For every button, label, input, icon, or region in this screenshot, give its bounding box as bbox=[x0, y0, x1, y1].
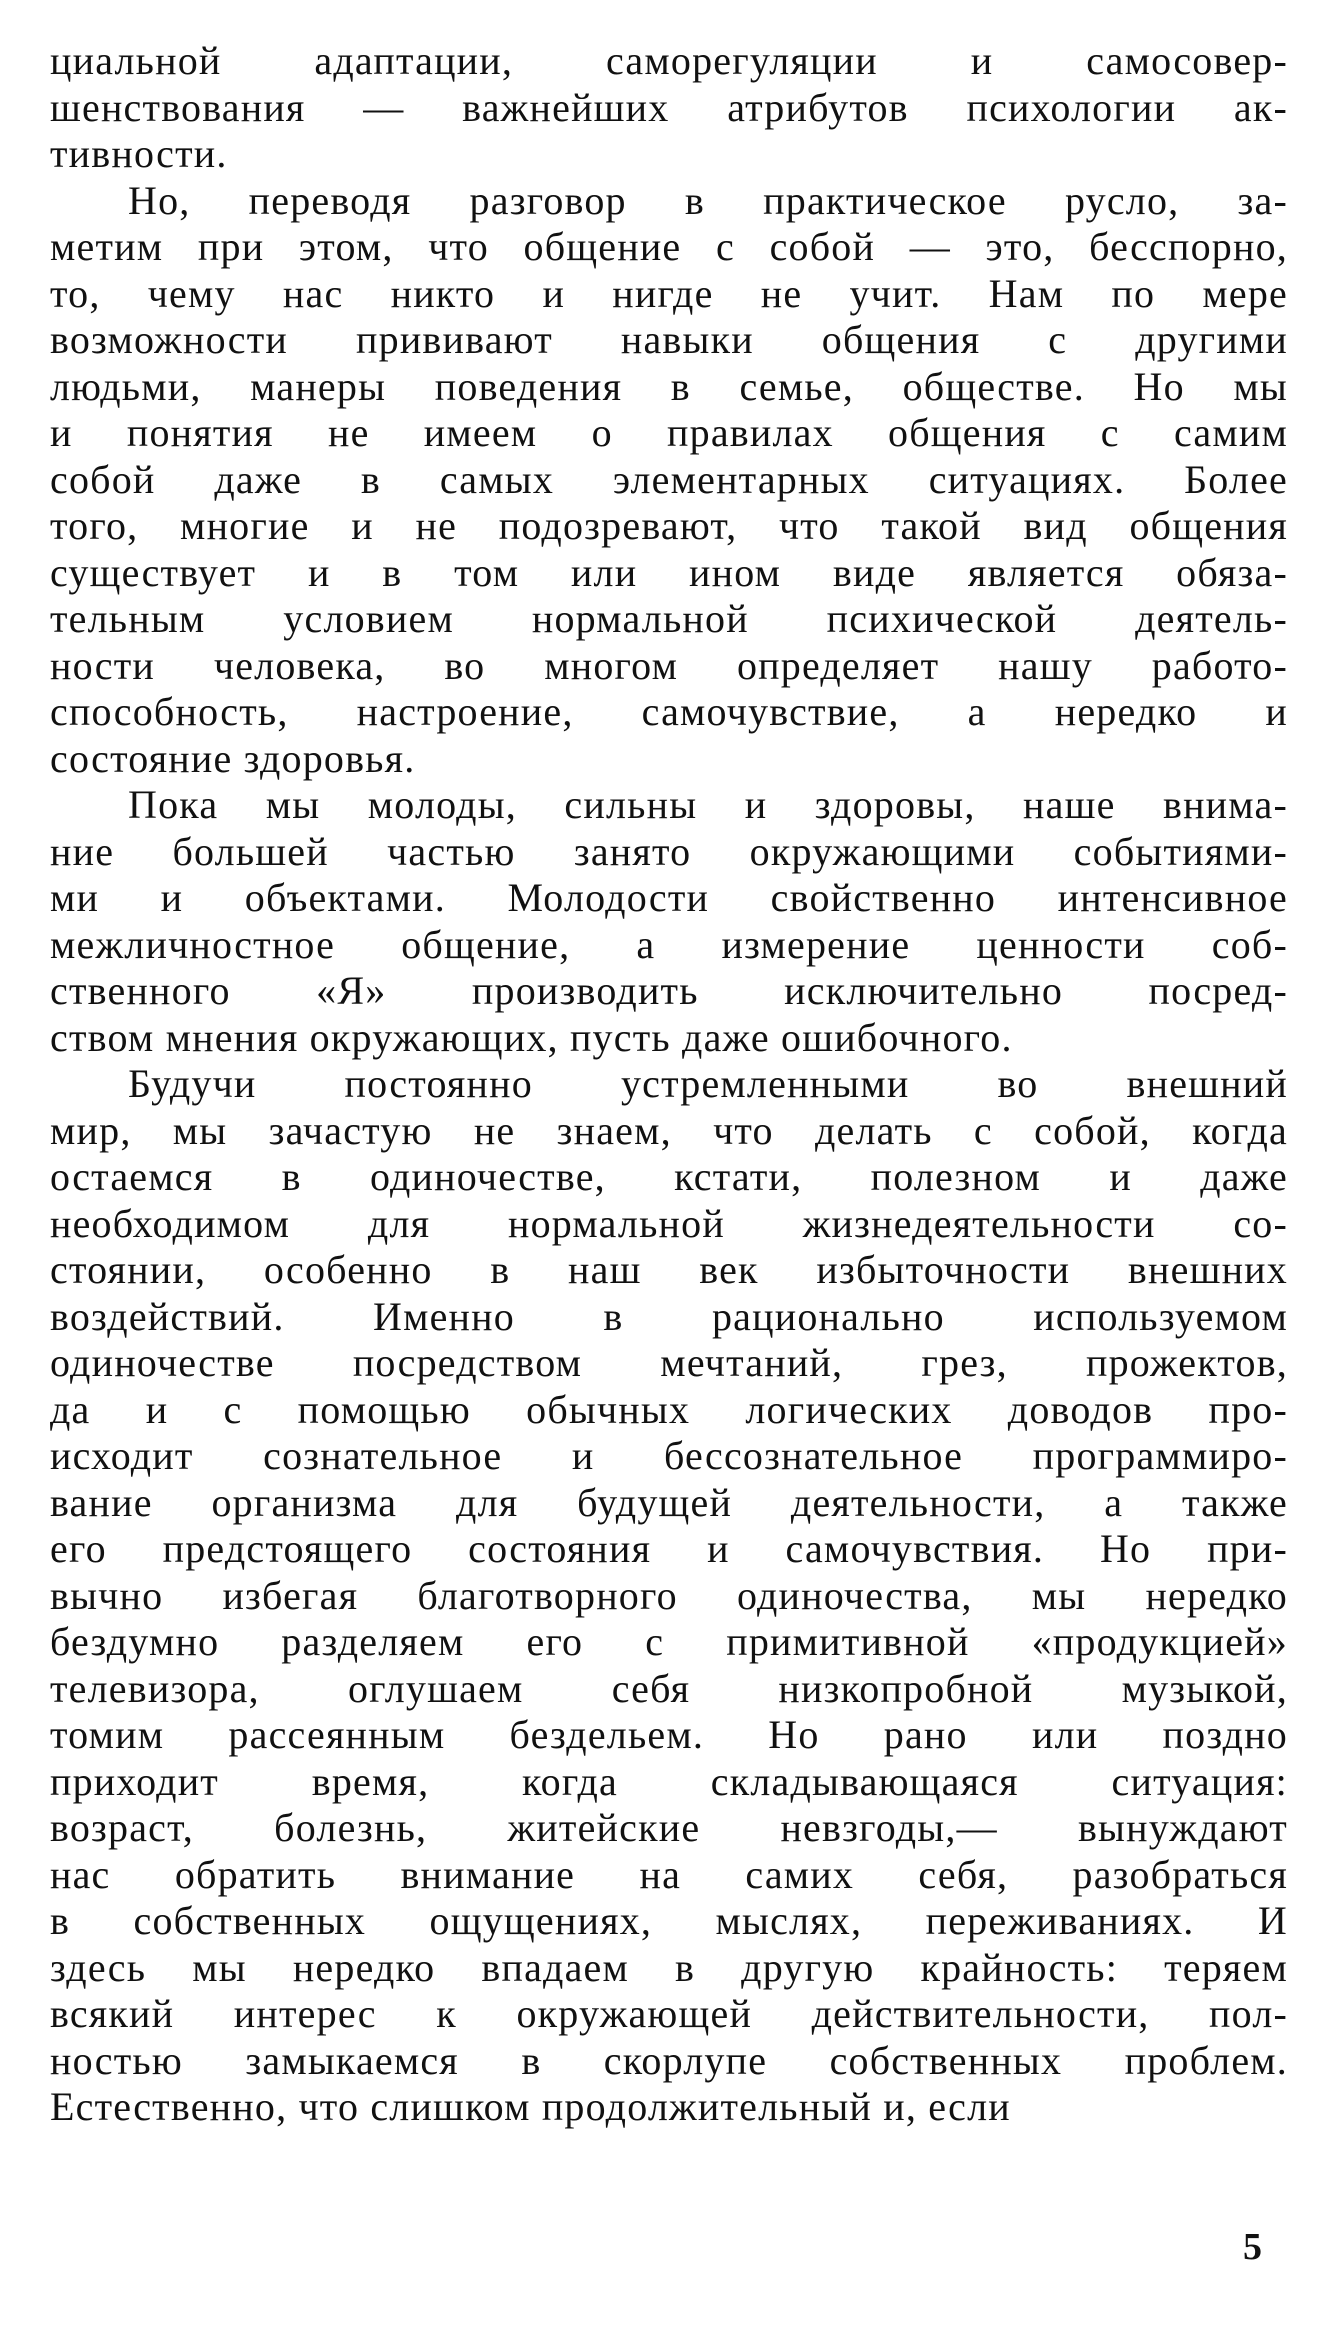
text-line: тивности. bbox=[50, 131, 228, 176]
text-line: Но, переводя разговор в практическое русло, за- bbox=[128, 177, 1288, 223]
text-line: остаемся в одиночестве, кстати, полезном и даже bbox=[50, 1154, 1288, 1199]
text-line: собой даже в самых элементарных ситуациях. Более bbox=[50, 456, 1288, 502]
text-line: в собственных ощущениях, мыслях, переживаниях. И bbox=[50, 1898, 1288, 1943]
text-line: ности человека, во многом определяет нашу работо- bbox=[50, 642, 1288, 688]
paragraph bbox=[50, 782, 1288, 1061]
text-line: здесь мы нередко впадаем в другую крайность: теряем bbox=[50, 1944, 1288, 1990]
text-line: шенствования — важнейших атрибутов психологии ак- bbox=[50, 84, 1288, 130]
text-line: метим при этом, что общение с собой — это, бесспорно, bbox=[50, 224, 1288, 269]
text-line: нас обратить внимание на самих себя, разобраться bbox=[50, 1851, 1288, 1897]
page-body bbox=[50, 38, 1288, 2131]
text-line: способность, настроение, самочувствие, а нередко и bbox=[50, 689, 1288, 734]
text-line: ми и объектами. Молодости свойственно интенсивное bbox=[50, 875, 1288, 920]
text-line: стоянии, особенно в наш век избыточности внешних bbox=[50, 1247, 1288, 1292]
text-line: вычно избегая благотворного одиночества, мы нередко bbox=[50, 1572, 1288, 1618]
text-line: существует и в том или ином виде является обяза- bbox=[50, 549, 1288, 595]
text-line: циальной адаптации, саморегуляции и самосовер- bbox=[50, 38, 1288, 83]
text-line: возможности прививают навыки общения с другими bbox=[50, 317, 1288, 362]
text-line: и понятия не имеем о правилах общения с самим bbox=[50, 410, 1288, 455]
paragraph bbox=[50, 38, 1288, 178]
text-line: возраст, болезнь, житейские невзгоды,— вынуждают bbox=[50, 1805, 1288, 1850]
page-number: 5 bbox=[1243, 2226, 1262, 2268]
text-line: Естественно, что слишком продолжительный и, если bbox=[50, 2084, 1011, 2129]
paragraph bbox=[50, 178, 1288, 783]
text-line: приходит время, когда складывающаяся ситуация: bbox=[50, 1758, 1288, 1804]
text-line: исходит сознательное и бессознательное программиро- bbox=[50, 1433, 1288, 1478]
paragraph bbox=[50, 1061, 1288, 2131]
text-line: ством мнения окружающих, пусть даже ошибочного. bbox=[50, 1014, 1013, 1060]
text-line: мир, мы зачастую не знаем, что делать с собой, когда bbox=[50, 1107, 1288, 1153]
text-line: томим рассеянным бездельем. Но рано или поздно bbox=[50, 1712, 1288, 1757]
text-line: телевизора, оглушаем себя низкопробной музыкой, bbox=[50, 1665, 1288, 1711]
text-line: Пока мы молоды, сильны и здоровы, наше внима- bbox=[128, 782, 1288, 827]
text-line: воздействий. Именно в рационально используемом bbox=[50, 1293, 1288, 1339]
text-line: одиночестве посредством мечтаний, грез, прожектов, bbox=[50, 1340, 1288, 1385]
text-line: необходимом для нормальной жизнедеятельности со- bbox=[50, 1200, 1288, 1246]
text-line: бездумно разделяем его с примитивной «продукцией» bbox=[50, 1619, 1288, 1664]
text-line: ностью замыкаемся в скорлупе собственных проблем. bbox=[50, 2037, 1288, 2083]
text-line: ственного «Я» производить исключительно посред- bbox=[50, 968, 1288, 1013]
text-line: ние большей частью занято окружающими событиями- bbox=[50, 828, 1288, 874]
text-line: Будучи постоянно устремленными во внешний bbox=[128, 1061, 1288, 1106]
text-line: всякий интерес к окружающей действительности, пол- bbox=[50, 1991, 1288, 2036]
text-line: его предстоящего состояния и самочувствия. Но при- bbox=[50, 1526, 1288, 1571]
text-line: того, многие и не подозревают, что такой вид общения bbox=[50, 503, 1288, 548]
text-line: да и с помощью обычных логических доводов про- bbox=[50, 1386, 1288, 1432]
text-line: то, чему нас никто и нигде не учит. Нам по мере bbox=[50, 270, 1288, 316]
text-line: людьми, манеры поведения в семье, обществе. Но мы bbox=[50, 363, 1288, 409]
text-line: вание организма для будущей деятельности, а также bbox=[50, 1479, 1288, 1525]
text-line: состояние здоровья. bbox=[50, 735, 416, 781]
text-line: тельным условием нормальной психической деятель- bbox=[50, 596, 1288, 641]
text-line: межличностное общение, а измерение ценности соб- bbox=[50, 921, 1288, 967]
